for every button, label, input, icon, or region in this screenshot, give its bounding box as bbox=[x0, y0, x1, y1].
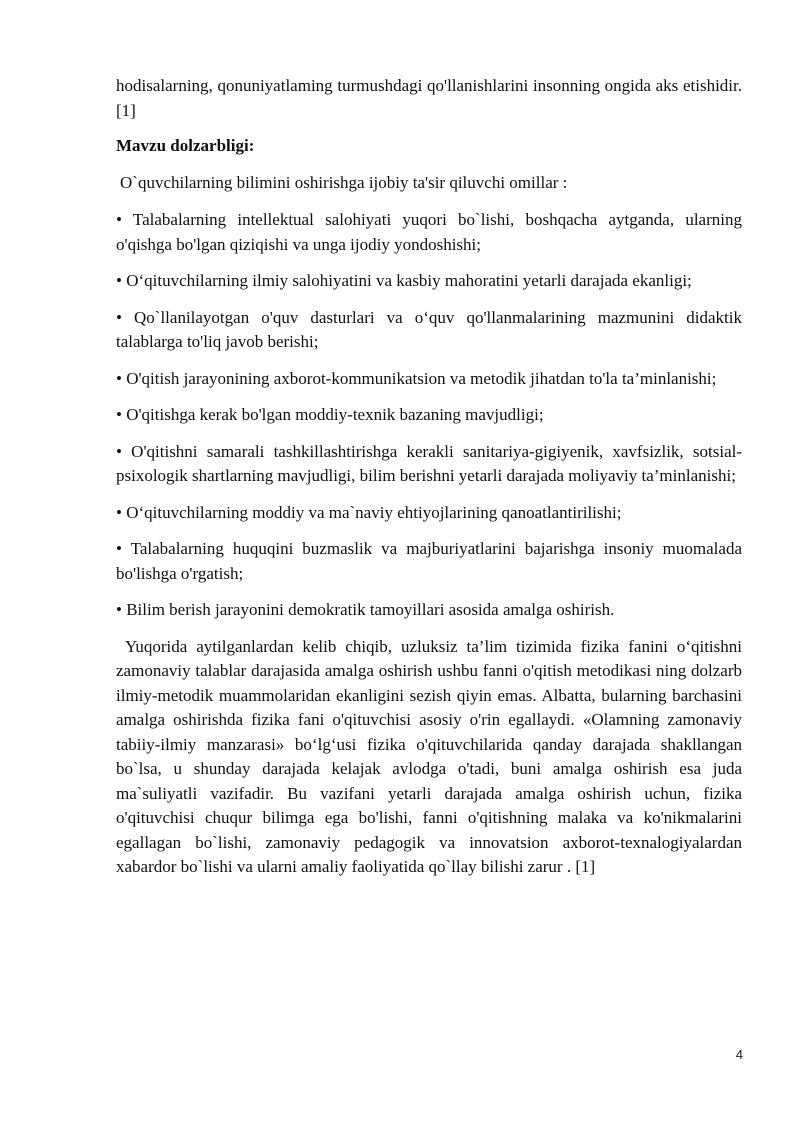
page-number: 4 bbox=[735, 1047, 743, 1062]
lead-paragraph: O`quvchilarning bilimini oshirishga ijobiy ta'sir qiluvchi omillar : bbox=[120, 172, 568, 192]
list-item: • O‘qituvchilarning ilmiy salohiyatini va kasbiy mahoratini yetarli darajada ekanligi; bbox=[116, 271, 692, 290]
list-item: • Talabalarning huquqini buzmaslik va majburiyatlarini bajarishga insoniy muomalada bo'lishga o'rgatish; bbox=[116, 539, 742, 583]
list-item: • Talabalarning intellektual salohiyati yuqori bo`lishi, boshqacha aytganda, ularning o'qishga bo'lgan qiziqishi va unga ijodiy yondoshishi; bbox=[116, 210, 742, 254]
list-item: • Bilim berish jarayonini demokratik tamoyillari asosida amalga oshirish. bbox=[116, 600, 615, 619]
intro-paragraph: hodisalarning, qonuniyatlaming turmushdagi qo'llanishlarini insonning ongida aks etishidir.[1] bbox=[116, 76, 742, 120]
list-item: • O'qitish jarayonining axborot-kommunikatsion va metodik jihatdan to'la ta’minlanishi; bbox=[116, 368, 717, 388]
section-heading: Mavzu dolzarbligi: bbox=[116, 136, 255, 155]
list-item: • O'qitishni samarali tashkillashtirishga kerakli sanitariya-gigiyenik, xavfsizlik, sotsial-psixologik shartlarning mavjudligi, bilim berishni yetarli darajada moliyaviy ta’minlanishi; bbox=[116, 441, 742, 485]
list-item: • O‘qituvchilarning moddiy va ma`naviy ehtiyojlarining qanoatlantirilishi; bbox=[116, 502, 622, 522]
document-body bbox=[116, 74, 742, 891]
list-item: • O'qitishga kerak bo'lgan moddiy-texnik bazaning mavjudligi; bbox=[116, 405, 544, 424]
closing-paragraph: Yuqorida aytilganlardan kelib chiqib, uzluksiz ta’lim tizimida fizika fanini o‘qitishni zamonaviy talablar darajasida amalga oshirish ushbu fanni o'qitish metodikasi ning dolzarb ilmiy-metodik muammolaridan ekanligini sezish qiyin emas. Albatta, bularning barchasini amalga oshirishda fizika fani o'qituvchisi asosiy o'rin egallaydi. «Olamning zamonaviy tabiiy-ilmiy manzarasi» bo‘lg‘usi fizika o'qituvchilarida qanday darajada shakllangan bo`lsa, u shunday darajada kelajak avlodga o'tadi, buni amalga oshirish esa juda ma`suliyatli vazifadir. Bu vazifani yetarli darajada amalga oshirish uchun, fizika o'qituvchisi chuqur bilimga ega bo'lishi, fanni o'qitishning malaka va ko'nikmalarini egallagan bo`lishi, zamonaviy pedagogik va innovatsion axborot-texnalogiyalardan xabardor bo`lishi va ularni amaliy faoliyatida qo`llay bilishi zarur . [1] bbox=[116, 636, 742, 876]
list-item: • Qo`llanilayotgan o'quv dasturlari va o‘quv qo'llanmalarining mazmunini didaktik talablarga to'liq javob berishi; bbox=[116, 307, 742, 351]
